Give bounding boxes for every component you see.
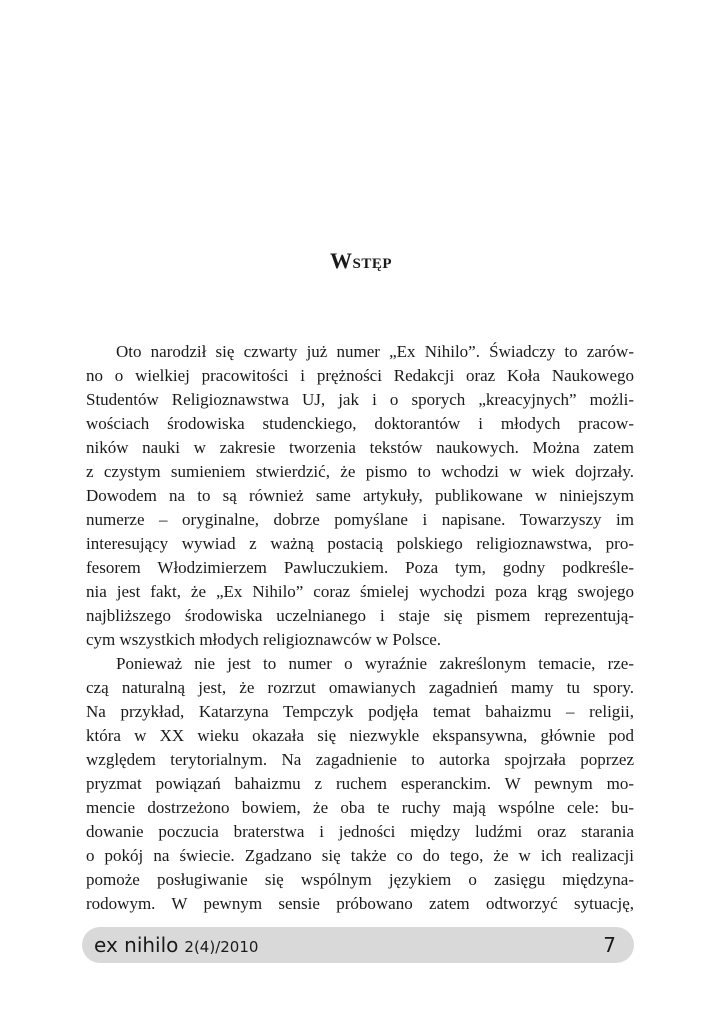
text-line: ników nauki w zakresie tworzenia tekstów naukowych. Można zatem [86,438,634,457]
text-line: rodowym. W pewnym sensie próbowano zatem odtworzyć sytuację, [86,894,634,913]
paragraph-1 [86,340,634,652]
text-line: Oto narodził się czwarty już numer „Ex Nihilo”. Świadczy to zarów- [116,342,634,361]
text-line: cym wszystkich młodych religioznawców w Polsce. [86,630,442,649]
text-line: która w XX wieku okazała się niezwykle ekspansywna, głównie pod [86,726,634,745]
journal-issue: 2(4)/2010 [184,938,259,956]
text-line: o pokój na świecie. Zgadzano się także co do tego, że w ich realizacji [86,846,634,865]
text-line: Dowodem na to są również same artykuły, publikowane w niniejszym [86,486,634,505]
text-line: najbliższego środowiska uczelnianego i staje się pismem reprezentują- [86,606,634,625]
page-title: Wstęp [329,248,392,273]
page-footer [82,927,634,963]
text-line: Na przykład, Katarzyna Tempczyk podjęła temat bahaizmu – religii, [86,702,634,721]
text-line: fesorem Włodzimierzem Pawluczukiem. Poza tym, godny podkreśle- [86,558,634,577]
text-line: nia jest fakt, że „Ex Nihilo” coraz śmielej wychodzi poza krąg swojego [86,582,634,601]
page-number: 7 [603,933,616,957]
journal-name: ex nihilo [94,933,179,957]
text-line: z czystym sumieniem stwierdzić, że pismo to wchodzi w wiek dojrzały. [86,462,634,481]
text-line: Ponieważ nie jest to numer o wyraźnie zakreślonym temacie, rze- [116,654,634,673]
text-line: no o wielkiej pracowitości i prężności Redakcji oraz Koła Naukowego [86,366,634,385]
text-line: czą naturalną jest, że rozrzut omawianych zagadnień mamy tu spory. [86,678,634,697]
text-line: pomoże posługiwanie się wspólnym językiem o zasięgu międzyna- [86,870,634,889]
text-line: mencie dostrzeżono bowiem, że oba te ruchy mają wspólne cele: bu- [86,798,634,817]
text-line: numerze – oryginalne, dobrze pomyślane i napisane. Towarzyszy im [86,510,634,529]
paragraph-2 [86,652,634,916]
text-line: wościach środowiska studenckiego, doktorantów i młodych pracow- [86,414,634,433]
text-line: dowanie poczucia braterstwa i jedności między ludźmi oraz starania [86,822,634,841]
article-body [86,340,634,916]
text-line: pryzmat powiązań bahaizmu z ruchem esperanckim. W pewnym mo- [86,774,634,793]
text-line: względem terytorialnym. Na zagadnienie to autorka spojrzała poprzez [86,750,634,769]
text-line: Studentów Religioznawstwa UJ, jak i o sporych „kreacyjnych” możli- [86,390,634,409]
journal-info [94,933,258,957]
text-line: interesujący wywiad z ważną postacią polskiego religioznawstwa, pro- [86,534,634,553]
